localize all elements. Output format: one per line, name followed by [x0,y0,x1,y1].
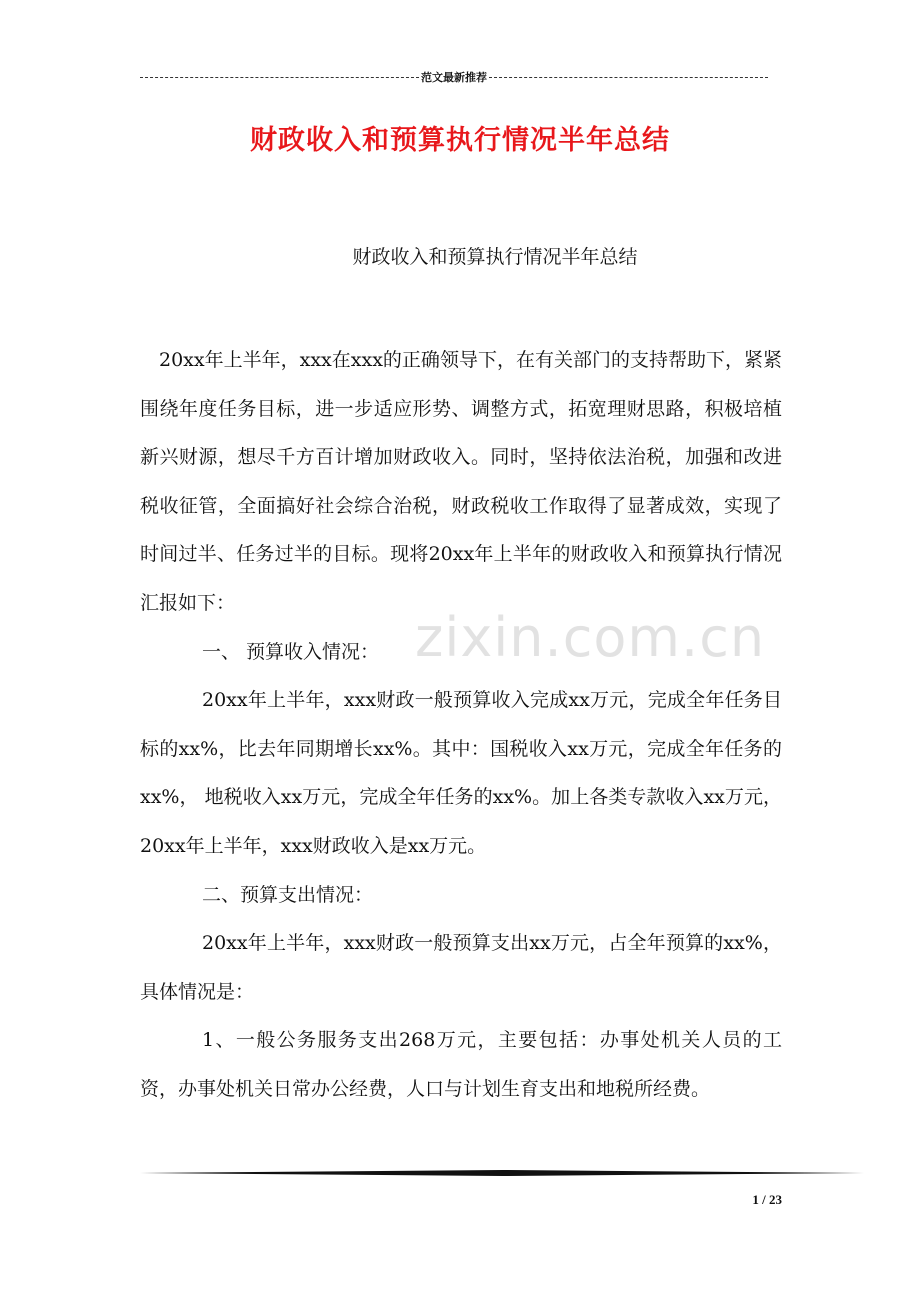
watermark: zixin.com.cn [415,606,766,669]
footer-rule [140,1170,864,1176]
document-title: 财政收入和预算执行情况半年总结 [250,125,670,156]
document-body [140,336,782,1114]
header-dash-left [140,77,419,78]
header-label: 范文最新推荐 [421,71,487,84]
section-heading-expenditure: 二、预算支出情况： [202,883,374,906]
body-paragraph-expenditure: 20xx年上半年，xxx财政一般预算支出xx万元，占全年预算的xx%，具体情况是： [140,932,782,1003]
body-paragraph-intro: 20xx年上半年，xxx在xxx的正确领导下，在有关部门的支持帮助下，紧紧围绕年度任务目标，进一步适应形势、调整方式，拓宽理财思路，积极培植新兴财源，想尽千方百计增加财政收入。同时，坚持依法治税，加强和改进税收征管，全面搞好社会综合治税，财政税收工作取得了显著成效，实现了时间过半、任务过半的目标。现将20xx年上半年的财政收入和预算执行情况汇报如下： [140,349,782,614]
page-header [140,68,768,86]
header-dash-right [489,77,768,78]
document-subtitle: 财政收入和预算执行情况半年总结 [352,246,638,268]
section-heading-revenue: 一、 预算收入情况： [202,640,380,663]
body-paragraph-public-service: 1、一般公务服务支出268万元，主要包括：办事处机关人员的工资，办事处机关日常办公经费，人口与计划生育支出和地税所经费。 [140,1029,782,1100]
body-paragraph-revenue: 20xx年上半年，xxx财政一般预算收入完成xx万元，完成全年任务目标的xx%，比去年同期增长xx%。其中：国税收入xx万元，完成全年任务的xx%， 地税收入xx万元，完成全年任务的xx%。加上各类专款收入xx万元，20xx年上半年，xxx财政收入是xx万元。 [140,689,782,857]
page-number: 1 / 23 [752,1192,782,1207]
